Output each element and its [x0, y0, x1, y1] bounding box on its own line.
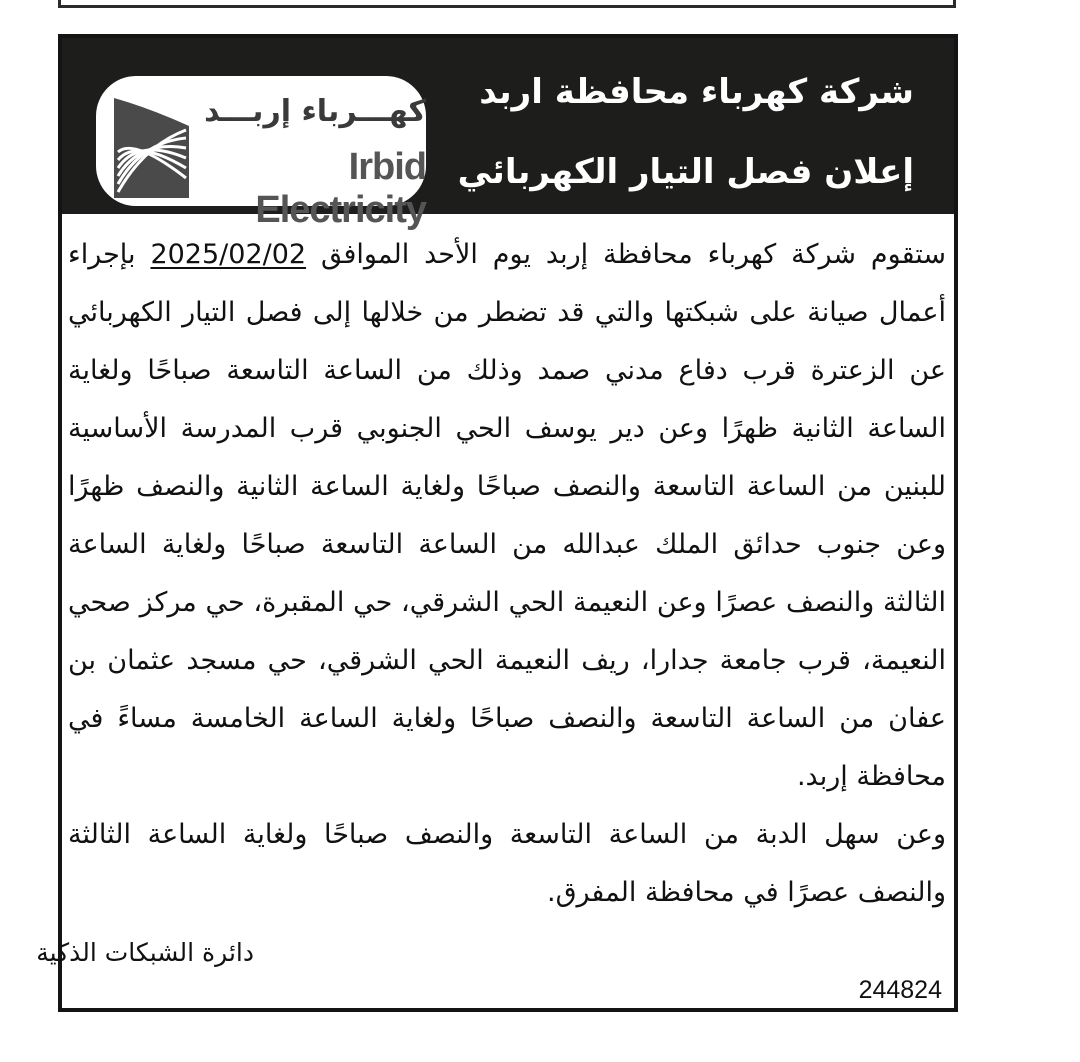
- reference-number: 244824: [858, 976, 942, 1004]
- announcement-paragraph-2: وعن سهل الدبة من الساعة التاسعة والنصف صباحًا ولغاية الساعة الثالثة والنصف عصرًا في محافظة المفرق.: [68, 819, 946, 908]
- power-lines-logo-icon: [104, 86, 199, 198]
- ad-header: [62, 38, 954, 231]
- announcement-body: [68, 226, 946, 922]
- logo-arabic-text: كهـــرباء إربـــد: [204, 94, 426, 129]
- irbid-electricity-logo: [96, 76, 426, 231]
- announcement-paragraph-1: [68, 226, 946, 806]
- company-title: شركة كهرباء محافظة اربد: [479, 72, 914, 112]
- intro-text: ستقوم شركة كهرباء محافظة إربد يوم الأحد الموافق: [321, 239, 946, 270]
- logo-english-text: Irbid Electricity: [255, 146, 426, 231]
- department-signature: دائرة الشبكات الذكية: [36, 938, 254, 967]
- advertisement-box: [36, 34, 958, 1012]
- previous-ad-border: [58, 0, 956, 8]
- announcement-title: إعلان فصل التيار الكهربائي: [457, 152, 914, 192]
- outage-date: 2025/02/02: [150, 239, 307, 270]
- outage-details-text: بإجراء أعمال صيانة على شبكتها والتي قد تضطر من خلالها إلى فصل التيار الكهربائي عن الزعترة قرب دفاع مدني صمد وذلك من الساعة التاسعة صباحًا ولغاية الساعة الثانية ظهرًا وعن دير يوسف الحي الجنوبي قرب المدرسة الأساسية للبنين من الساعة التاسعة والنصف صباحًا ولغاية الساعة الثانية والنصف ظهرًا وعن جنوب حدائق الملك عبدالله من الساعة التاسعة صباحًا ولغاية الساعة الثالثة والنصف عصرًا وعن النعيمة الحي الشرقي، حي المقبرة، حي مركز صحي النعيمة، قرب جامعة جدارا، ريف النعيمة الحي الشرقي، حي مسجد عثمان بن عفان من الساعة التاسعة والنصف صباحًا ولغاية الساعة الخامسة مساءً في محافظة إربد.: [68, 239, 946, 792]
